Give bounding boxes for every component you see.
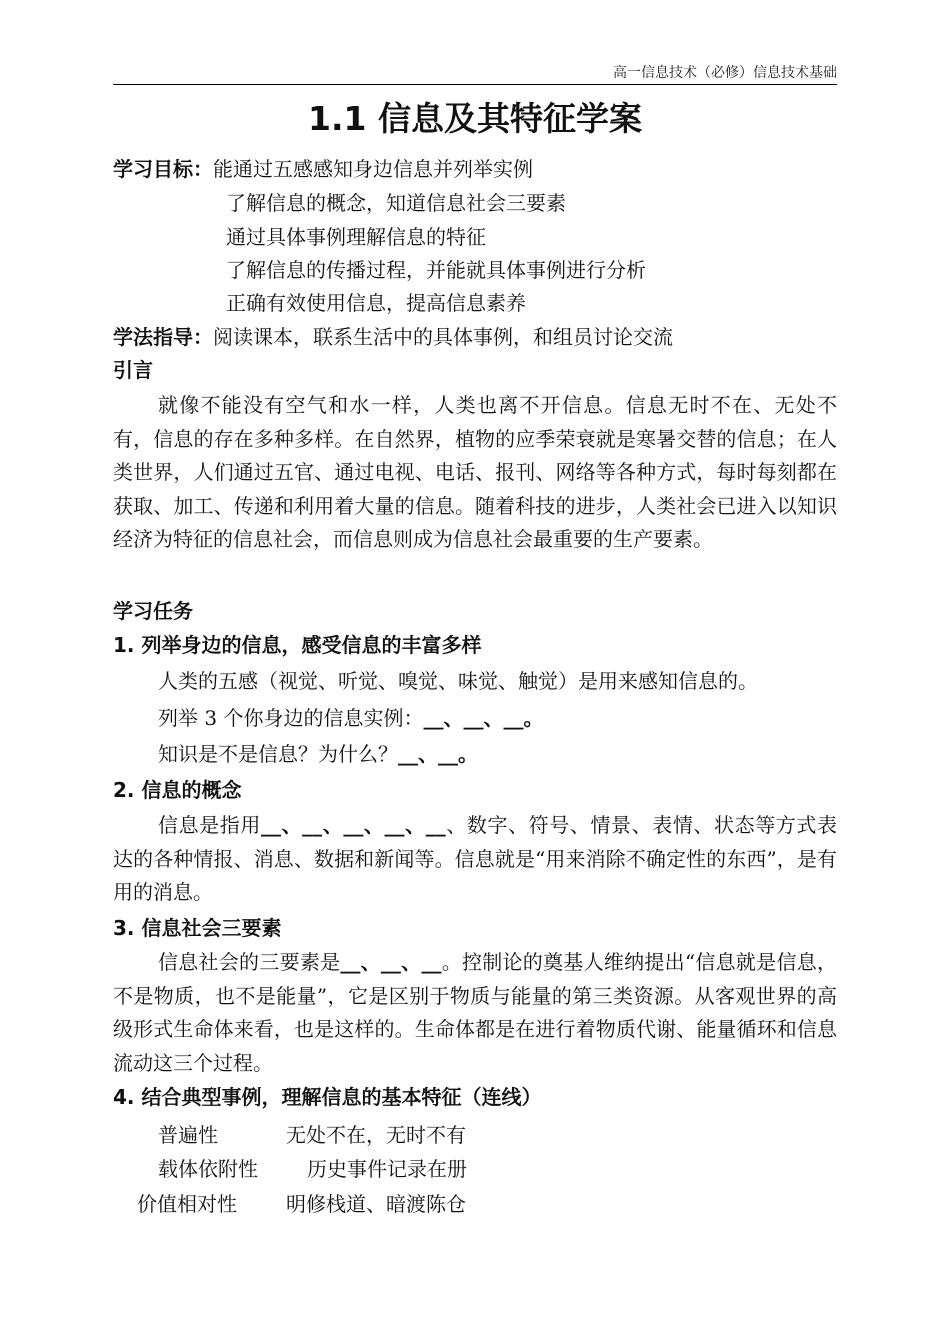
goal-item: 正确有效使用信息，提高信息素养 <box>226 291 526 315</box>
goal-item: 能通过五感感知身边信息并列举实例 <box>213 157 533 181</box>
example-label[interactable]: 无处不在，无时不有 <box>286 1123 466 1147</box>
fill-blank[interactable]: __、__、__、__、__ <box>260 813 446 837</box>
task1-line2-text: 列举 3 个你身边的信息实例： <box>158 706 424 730</box>
task1-line3 <box>158 737 478 771</box>
task3-text: 。控制论的奠基人维纳提出“信息就是信息，不是物质，也不是能量”，它是区别于物质与能量的第三类资源。从客观世界的高级形式生命体来看，也是这样的。生命体都是在进行着物质代谢、能量循环和信息流动这三个过程。 <box>113 950 837 1075</box>
page-header: 高一信息技术（必修）信息技术基础 <box>613 65 837 81</box>
method-text: 阅读课本，联系生活中的具体事例，和组员讨论交流 <box>213 325 673 349</box>
task2-text: 、数字、符号、情景、表情、状态等方式表达的各种情报、消息、数据和新闻等。信息就是“用来消除不确定性的东西”，是有用的消息。 <box>113 813 837 904</box>
intro-paragraph: 就像不能没有空气和水一样，人类也离不开信息。信息无时不在、无处不有，信息的存在多种多样。在自然界，植物的应季荣衰就是寒暑交替的信息；在人类世界，人们通过五官、通过电视、电话、报刊、网络等各种方式，每时每刻都在获取、加工、传递和利用着大量的信息。随着科技的进步，人类社会已进入以知识经济为特征的信息社会，而信息则成为信息社会最重要的生产要素。 <box>113 393 837 551</box>
example-label[interactable]: 明修栈道、暗渡陈仓 <box>286 1192 466 1216</box>
task1-heading: 1. 列举身边的信息，感受信息的丰富多样 <box>113 633 482 657</box>
goal-item: 了解信息的传播过程，并能就具体事例进行分析 <box>226 258 646 282</box>
task1-line1: 人类的五感（视觉、听觉、嗅觉、味觉、触觉）是用来感知信息的。 <box>158 669 758 693</box>
intro-heading: 引言 <box>113 358 153 382</box>
task3-text: 信息社会的三要素是 <box>158 950 341 974</box>
tasks-heading: 学习任务 <box>113 599 193 623</box>
goal-item: 通过具体事例理解信息的特征 <box>226 225 486 249</box>
task3-heading: 3. 信息社会三要素 <box>113 916 282 940</box>
goal-item: 了解信息的概念，知道信息社会三要素 <box>226 191 566 215</box>
fill-blank[interactable]: __、__、__。 <box>423 706 544 730</box>
fill-blank[interactable]: __、__、__ <box>340 950 442 974</box>
task2-paragraph <box>113 809 837 910</box>
example-label[interactable]: 历史事件记录在册 <box>307 1157 467 1181</box>
goals-label: 学习目标： <box>113 157 213 181</box>
feature-label[interactable]: 普遍性 <box>158 1123 218 1147</box>
task2-text: 信息是指用 <box>158 813 261 837</box>
goals-row-1 <box>113 152 843 186</box>
feature-label[interactable]: 载体依附性 <box>158 1157 258 1181</box>
task1-line2 <box>158 701 543 735</box>
fill-blank[interactable]: __、__。 <box>398 742 478 766</box>
method-row <box>113 320 843 354</box>
header-rule <box>113 84 837 85</box>
feature-label[interactable]: 价值相对性 <box>137 1192 237 1216</box>
task1-line3-text: 知识是不是信息？为什么？ <box>158 742 398 766</box>
task2-heading: 2. 信息的概念 <box>113 778 242 802</box>
task3-paragraph <box>113 946 837 1080</box>
page-title: 1.1 信息及其特征学案 <box>308 99 642 138</box>
task4-heading: 4. 结合典型事例，理解信息的基本特征（连线） <box>113 1085 542 1109</box>
method-label: 学法指导： <box>113 325 213 349</box>
